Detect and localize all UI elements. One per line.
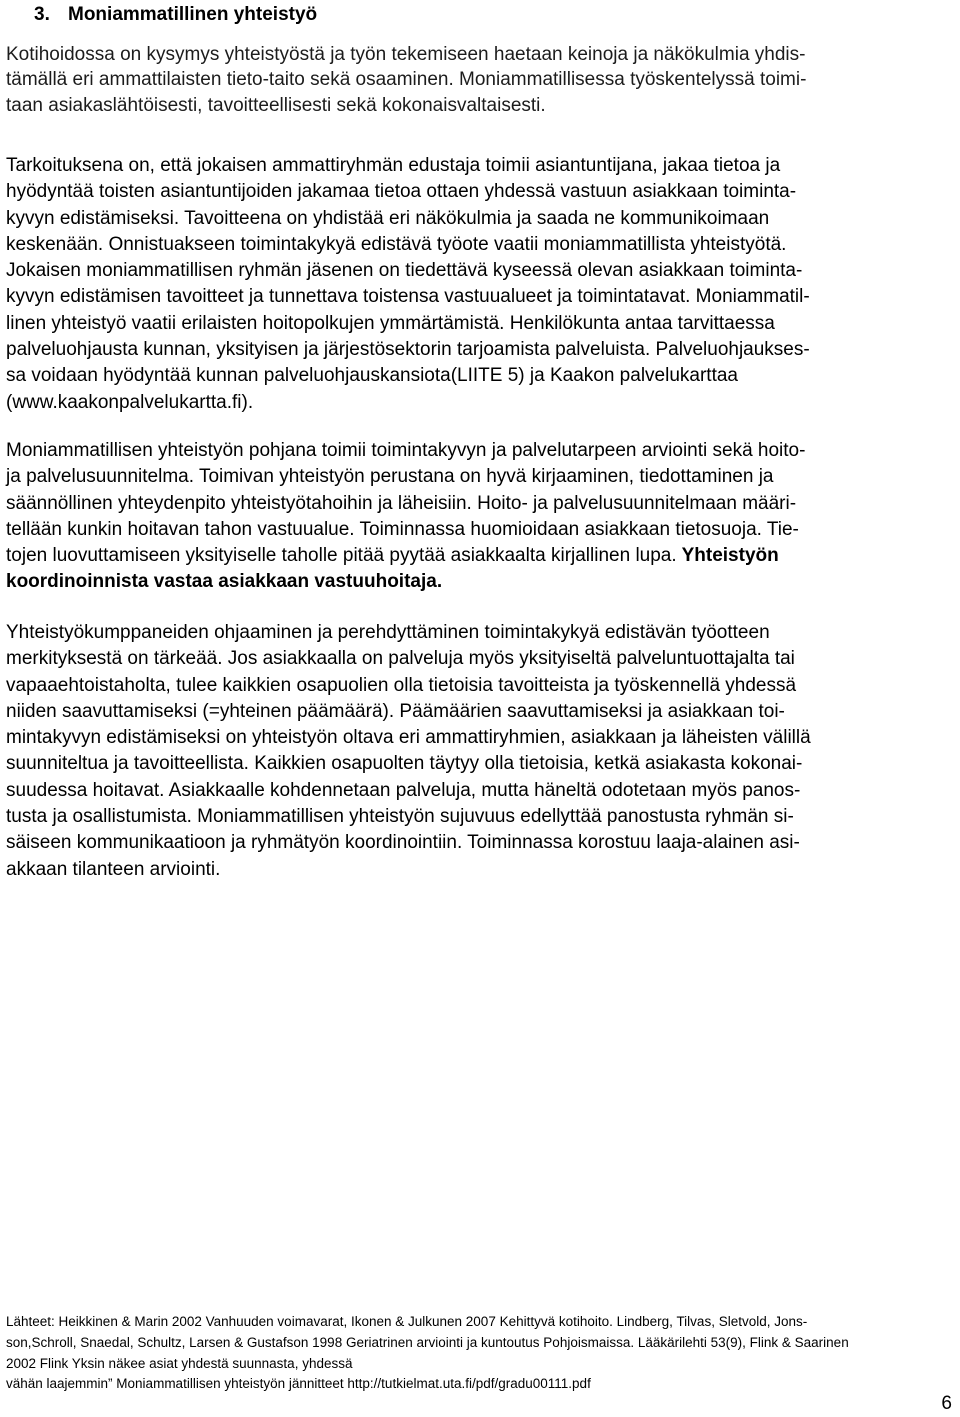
paragraph-line: tellään kunkin hoitavan tahon vastuualue. Toiminnassa huomioidaan asiakkaan tietosuoja. Tie- <box>6 518 799 540</box>
paragraph-line: tusta ja osallistumista. Moniammatillisen yhteistyön sujuvuus edellyttää panostusta ryhmän si- <box>6 806 794 828</box>
paragraph-line <box>6 543 950 569</box>
paragraph-text: tojen luovuttamiseen yksityiselle taholle pitää pyytää asiakkaalta kirjallinen lupa. <box>6 545 677 567</box>
paragraph-line: tämällä eri ammattilaisten tieto-taito sekä osaaminen. Moniammatillisessa työskentelyssä toimi- <box>6 69 807 91</box>
paragraph-partners <box>6 620 950 883</box>
sources-footnote <box>6 1312 946 1395</box>
paragraph-line: kyvyn edistämisen tavoitteet ja tunnettava toistensa vastuualueet ja toimintatavat. Moniammatil- <box>6 286 810 308</box>
paragraph-line: mintakyvyn edistämiseksi on yhteistyön oltava eri ammattiryhmien, asiakkaan ja läheisten välillä <box>6 727 811 749</box>
paragraph-line: Tarkoituksena on, että jokaisen ammattiryhmän edustaja toimii asiantuntijana, jakaa tietoa ja <box>6 155 781 176</box>
paragraph-line: (www.kaakonpalvelukartta.fi). <box>6 391 254 413</box>
paragraph-line: sa voidaan hyödyntää kunnan palveluohjauskansiota(LIITE 5) ja Kaakon palvelukarttaa <box>6 365 738 387</box>
section-heading <box>34 4 934 26</box>
paragraph-line: ja palvelusuunnitelma. Toimivan yhteistyön perustana on hyvä kirjaaminen, tiedottaminen ja <box>6 466 774 488</box>
paragraph-line: Yhteistyökumppaneiden ohjaaminen ja perehdyttäminen toimintakykyä edistävän työotteen <box>6 622 770 643</box>
paragraph-line: Jokaisen moniammatillisen ryhmän jäsenen on tiedettävä kyseessä olevan asiakkaan toiminta- <box>6 260 803 282</box>
paragraph-basis <box>6 438 950 596</box>
emphasis-line: koordinoinnista vastaa asiakkaan vastuuhoitaja. <box>6 571 443 593</box>
paragraph-line: akkaan tilanteen arviointi. <box>6 858 221 880</box>
paragraph-line: taan asiakaslähtöisesti, tavoitteellisesti sekä kokonaisvaltaisesti. <box>6 94 546 116</box>
section-title: Moniammatillinen yhteistyö <box>68 4 318 25</box>
paragraph-line: Kotihoidossa on kysymys yhteistyöstä ja työn tekemiseen haetaan keinoja ja näkökulmia yhdis- <box>6 44 806 65</box>
emphasis-text: Yhteistyön <box>676 545 779 567</box>
paragraph-line: säännöllinen yhteydenpito yhteistyötahoihin ja läheisiin. Hoito- ja palvelusuunnitelmaan määri- <box>6 492 797 514</box>
paragraph-intro <box>6 42 950 118</box>
paragraph-line: hyödyntää toisten asiantuntijoiden jakamaa tietoa ottaen yhdessä vastuun asiakkaan toiminta- <box>6 181 797 203</box>
paragraph-line: merkityksestä on tärkeää. Jos asiakkaalla on palveluja myös yksityiseltä palveluntuottajalta tai <box>6 648 795 670</box>
source-line: 2002 Flink Yksin näkee asiat yhdestä suunnasta, yhdessä <box>6 1355 353 1371</box>
section-number: 3. <box>34 4 50 25</box>
page-number: 6 <box>941 1393 952 1414</box>
paragraph-line: Moniammatillisen yhteistyön pohjana toimii toimintakyvyn ja palvelutarpeen arviointi sekä hoito- <box>6 440 806 461</box>
paragraph-line: keskenään. Onnistuakseen toimintakykyä edistävä työote vaatii moniammatillista yhteistyötä. <box>6 233 787 255</box>
paragraph-line: säiseen kommunikaatioon ja ryhmätyön koordinointiin. Toiminnassa korostuu laaja-alainen asi- <box>6 832 800 854</box>
paragraph-line: niiden saavuttamiseksi (=yhteinen päämäärä). Päämäärien saavuttamiseksi ja asiakkaan toi- <box>6 700 785 722</box>
paragraph-line: palveluohjausta kunnan, yksityisen ja järjestösektorin tarjoamista palveluista. Palveluohjaukses- <box>6 339 810 361</box>
source-line: son,Schroll, Snaedal, Schultz, Larsen & Gustafson 1998 Geriatrinen arviointi ja kuntoutus Pohjoismaissa. Lääkärilehti 53(9), Flink & Saarinen <box>6 1334 849 1350</box>
paragraph-purpose <box>6 153 950 416</box>
paragraph-line: suunniteltua ja tavoitteellista. Kaikkien osapuolten täytyy olla tietoisia, ketkä asiakasta kokonai- <box>6 753 803 775</box>
paragraph-line: kyvyn edistämiseksi. Tavoitteena on yhdistää eri näkökulmia ja saada ne kommunikoimaan <box>6 207 770 229</box>
paragraph-line: suudessa hoitavat. Asiakkaalle kohdennetaan palveluja, mutta häneltä odotetaan myös panos- <box>6 779 801 801</box>
source-line: vähän laajemmin” Moniammatillisen yhteistyön jännitteet http://tutkielmat.uta.fi/pdf/gradu00111.pdf <box>6 1376 591 1392</box>
paragraph-line: vapaaehtoistaholta, tulee kaikkien osapuolien olla tietoisia tavoitteista ja työskennellä yhdessä <box>6 674 797 696</box>
paragraph-line: linen yhteistyö vaatii erilaisten hoitopolkujen ymmärtämistä. Henkilökunta antaa tarvittaessa <box>6 312 775 334</box>
source-line: Lähteet: Heikkinen & Marin 2002 Vanhuuden voimavarat, Ikonen & Julkunen 2007 Kehittyvä kotihoito. Lindberg, Tilvas, Sletvold, Jons- <box>6 1314 808 1329</box>
